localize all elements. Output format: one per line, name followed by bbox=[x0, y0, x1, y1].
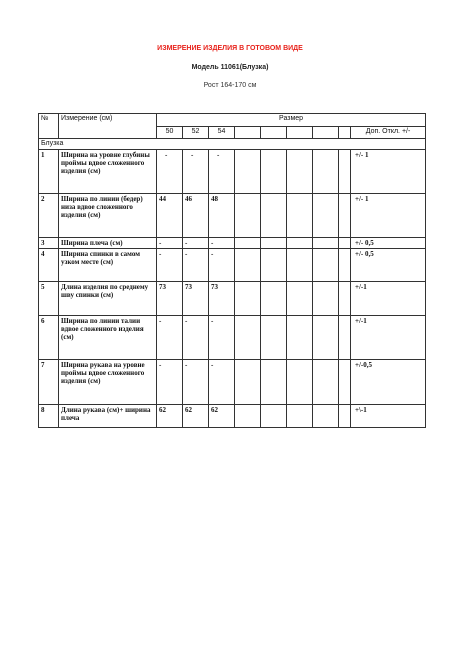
table-row bbox=[39, 316, 426, 360]
row-number: 1 bbox=[39, 150, 59, 194]
empty-cell bbox=[313, 194, 339, 238]
row-number: 7 bbox=[39, 360, 59, 405]
row-number: 3 bbox=[39, 238, 59, 249]
empty-cell bbox=[261, 316, 287, 360]
empty-cell bbox=[287, 238, 313, 249]
row-number: 8 bbox=[39, 405, 59, 428]
empty-cell bbox=[313, 249, 339, 282]
empty-cell bbox=[287, 405, 313, 428]
empty-cell bbox=[339, 249, 351, 282]
tolerance: +/-1 bbox=[351, 316, 426, 360]
size-empty bbox=[313, 127, 339, 139]
tolerance: +/- 1 bbox=[351, 150, 426, 194]
empty-cell bbox=[261, 194, 287, 238]
empty-cell bbox=[261, 282, 287, 316]
empty-cell bbox=[261, 249, 287, 282]
table-row bbox=[39, 282, 426, 316]
row-measure-name: Ширина на уровне глубины проймы вдвое сложенного изделия (см) bbox=[59, 150, 157, 194]
empty-cell bbox=[261, 238, 287, 249]
size-50: 50 bbox=[157, 127, 183, 139]
tolerance: +/- 0,5 bbox=[351, 238, 426, 249]
value-54: 73 bbox=[209, 282, 235, 316]
value-50: - bbox=[157, 360, 183, 405]
value-52: - bbox=[183, 249, 209, 282]
row-measure-name: Ширина по линии (бедер) низа вдвое сложенного изделия (см) bbox=[59, 194, 157, 238]
tolerance: +\-1 bbox=[351, 405, 426, 428]
value-50: 44 bbox=[157, 194, 183, 238]
value-52: - bbox=[183, 150, 209, 194]
empty-cell bbox=[235, 238, 261, 249]
empty-cell bbox=[261, 150, 287, 194]
empty-cell bbox=[261, 405, 287, 428]
header-tolerance: Доп. Откл. +/- bbox=[351, 127, 426, 139]
header-number: № bbox=[39, 114, 59, 139]
empty-cell bbox=[287, 282, 313, 316]
empty-cell bbox=[287, 316, 313, 360]
value-54: 62 bbox=[209, 405, 235, 428]
empty-cell bbox=[235, 405, 261, 428]
document-title: ИЗМЕРЕНИЕ ИЗДЕЛИЯ В ГОТОВОМ ВИДЕ bbox=[157, 45, 303, 52]
size-52: 52 bbox=[183, 127, 209, 139]
empty-cell bbox=[235, 194, 261, 238]
value-50: - bbox=[157, 238, 183, 249]
row-number: 2 bbox=[39, 194, 59, 238]
table-row bbox=[39, 405, 426, 428]
height-range: Рост 164-170 см bbox=[203, 82, 257, 89]
empty-cell bbox=[235, 282, 261, 316]
row-measure-name: Ширина плеча (см) bbox=[59, 238, 157, 249]
value-52: 73 bbox=[183, 282, 209, 316]
table-row bbox=[39, 150, 426, 194]
empty-cell bbox=[313, 282, 339, 316]
empty-cell bbox=[339, 316, 351, 360]
row-measure-name: Ширина спинки в самом узком месте (см) bbox=[59, 249, 157, 282]
value-54: 48 bbox=[209, 194, 235, 238]
empty-cell bbox=[261, 360, 287, 405]
row-number: 4 bbox=[39, 249, 59, 282]
tolerance: +/- 1 bbox=[351, 194, 426, 238]
value-54: - bbox=[209, 238, 235, 249]
value-54: - bbox=[209, 316, 235, 360]
empty-cell bbox=[313, 316, 339, 360]
empty-cell bbox=[339, 282, 351, 316]
header-measurement: Измерение (см) bbox=[59, 114, 157, 139]
value-50: 73 bbox=[157, 282, 183, 316]
measurement-table bbox=[38, 113, 426, 428]
empty-cell bbox=[339, 360, 351, 405]
empty-cell bbox=[313, 405, 339, 428]
tolerance: +/-1 bbox=[351, 282, 426, 316]
value-50: - bbox=[157, 150, 183, 194]
size-empty bbox=[287, 127, 313, 139]
table-row bbox=[39, 238, 426, 249]
value-50: - bbox=[157, 316, 183, 360]
empty-cell bbox=[313, 360, 339, 405]
row-number: 6 bbox=[39, 316, 59, 360]
section-row bbox=[39, 139, 426, 150]
size-empty bbox=[261, 127, 287, 139]
value-52: 62 bbox=[183, 405, 209, 428]
value-52: - bbox=[183, 238, 209, 249]
empty-cell bbox=[287, 150, 313, 194]
empty-cell bbox=[235, 249, 261, 282]
empty-cell bbox=[313, 238, 339, 249]
size-empty bbox=[235, 127, 261, 139]
value-54: - bbox=[209, 150, 235, 194]
section-label: Блузка bbox=[39, 139, 426, 150]
size-empty bbox=[339, 127, 351, 139]
row-measure-name: Длина изделия по среднему шву спинки (см) bbox=[59, 282, 157, 316]
value-50: - bbox=[157, 249, 183, 282]
value-54: - bbox=[209, 249, 235, 282]
empty-cell bbox=[339, 150, 351, 194]
value-52: 46 bbox=[183, 194, 209, 238]
empty-cell bbox=[339, 194, 351, 238]
row-number: 5 bbox=[39, 282, 59, 316]
table-header-row bbox=[39, 114, 426, 127]
table-row bbox=[39, 360, 426, 405]
row-measure-name: Длина рукава (см)+ ширина плеча bbox=[59, 405, 157, 428]
size-54: 54 bbox=[209, 127, 235, 139]
empty-cell bbox=[235, 360, 261, 405]
value-52: - bbox=[183, 360, 209, 405]
empty-cell bbox=[287, 194, 313, 238]
model-name: Модель 11061(Блузка) bbox=[191, 64, 269, 71]
tolerance: +/- 0,5 bbox=[351, 249, 426, 282]
value-54: - bbox=[209, 360, 235, 405]
tolerance: +/-0,5 bbox=[351, 360, 426, 405]
empty-cell bbox=[235, 150, 261, 194]
empty-cell bbox=[339, 405, 351, 428]
empty-cell bbox=[287, 249, 313, 282]
value-50: 62 bbox=[157, 405, 183, 428]
empty-cell bbox=[235, 316, 261, 360]
row-measure-name: Ширина по линии талии вдвое сложенного изделия (см) bbox=[59, 316, 157, 360]
table-row bbox=[39, 194, 426, 238]
empty-cell bbox=[313, 150, 339, 194]
empty-cell bbox=[339, 238, 351, 249]
empty-cell bbox=[287, 360, 313, 405]
row-measure-name: Ширина рукава на уровне проймы вдвое сложенного изделия (см) bbox=[59, 360, 157, 405]
table-row bbox=[39, 249, 426, 282]
header-size: Размер bbox=[157, 114, 426, 127]
value-52: - bbox=[183, 316, 209, 360]
